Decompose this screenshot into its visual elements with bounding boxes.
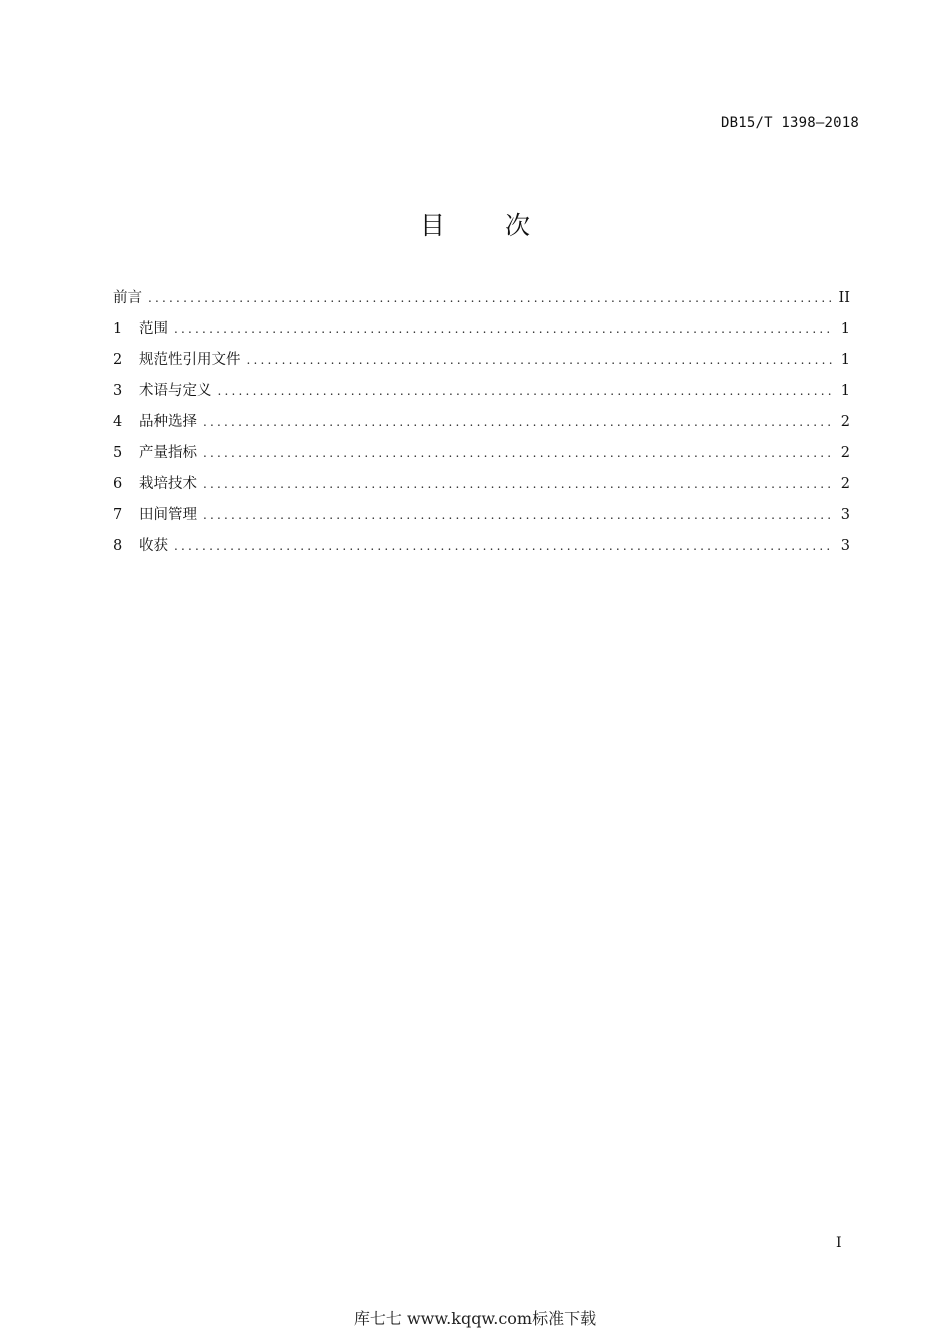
toc-entry-yield-indicators[interactable] — [113, 442, 850, 473]
toc-entry-label: 规范性引用文件 — [139, 352, 241, 368]
toc-leader-dots — [203, 504, 832, 526]
toc-entry-page: 2 — [840, 414, 850, 430]
toc-leader-dots — [247, 349, 833, 371]
toc-entry-number: 8 — [113, 538, 123, 554]
toc-entry-number: 1 — [113, 321, 123, 337]
document-code: DB15/T 1398—2018 — [720, 115, 859, 131]
toc-entry-foreword[interactable] — [113, 287, 850, 318]
toc-entry-variety-selection[interactable] — [113, 411, 850, 442]
toc-entry-page: 3 — [840, 538, 850, 554]
toc-entry-page: 1 — [840, 321, 850, 337]
toc-entry-cultivation-techniques[interactable] — [113, 473, 850, 504]
toc-entry-label: 品种选择 — [139, 414, 197, 430]
toc-entry-page: 2 — [840, 476, 850, 492]
page-number: I — [836, 1235, 842, 1251]
toc-entry-number: 7 — [113, 507, 123, 523]
toc-entry-page: 2 — [840, 445, 850, 461]
toc-entry-label: 收获 — [139, 538, 168, 554]
toc-entry-label: 产量指标 — [139, 445, 197, 461]
toc-title: 目 次 — [420, 211, 556, 240]
toc-entry-page: 1 — [840, 352, 850, 368]
toc-entry-label: 范围 — [139, 321, 168, 337]
toc-leader-dots — [174, 318, 832, 340]
toc-leader-dots — [203, 442, 832, 464]
toc-entry-number: 3 — [113, 383, 123, 399]
toc-entry-label: 术语与定义 — [139, 383, 212, 399]
toc-entry-number: 6 — [113, 476, 123, 492]
toc-leader-dots — [203, 411, 832, 433]
toc-leader-dots — [174, 535, 832, 557]
toc-entry-field-management[interactable] — [113, 504, 850, 535]
toc-entry-label: 田间管理 — [139, 507, 197, 523]
toc-entry-label: 前言 — [113, 290, 142, 306]
toc-entry-label: 栽培技术 — [139, 476, 197, 492]
toc-entry-scope[interactable] — [113, 318, 850, 349]
toc-entry-number: 2 — [113, 352, 123, 368]
toc-entry-harvest[interactable] — [113, 535, 850, 566]
toc-entry-number: 4 — [113, 414, 123, 430]
toc-entry-number: 5 — [113, 445, 123, 461]
toc-leader-dots — [203, 473, 832, 495]
toc-entry-page: 1 — [840, 383, 850, 399]
toc-entry-page: II — [838, 290, 850, 306]
toc-entry-normative-references[interactable] — [113, 349, 850, 380]
toc-leader-dots — [148, 287, 832, 309]
toc-entry-page: 3 — [840, 507, 850, 523]
table-of-contents — [113, 287, 850, 566]
toc-entry-terms-definitions[interactable] — [113, 380, 850, 411]
toc-leader-dots — [218, 380, 833, 402]
footer-watermark: 库七七 www.kqqw.com标准下载 — [353, 1309, 597, 1328]
